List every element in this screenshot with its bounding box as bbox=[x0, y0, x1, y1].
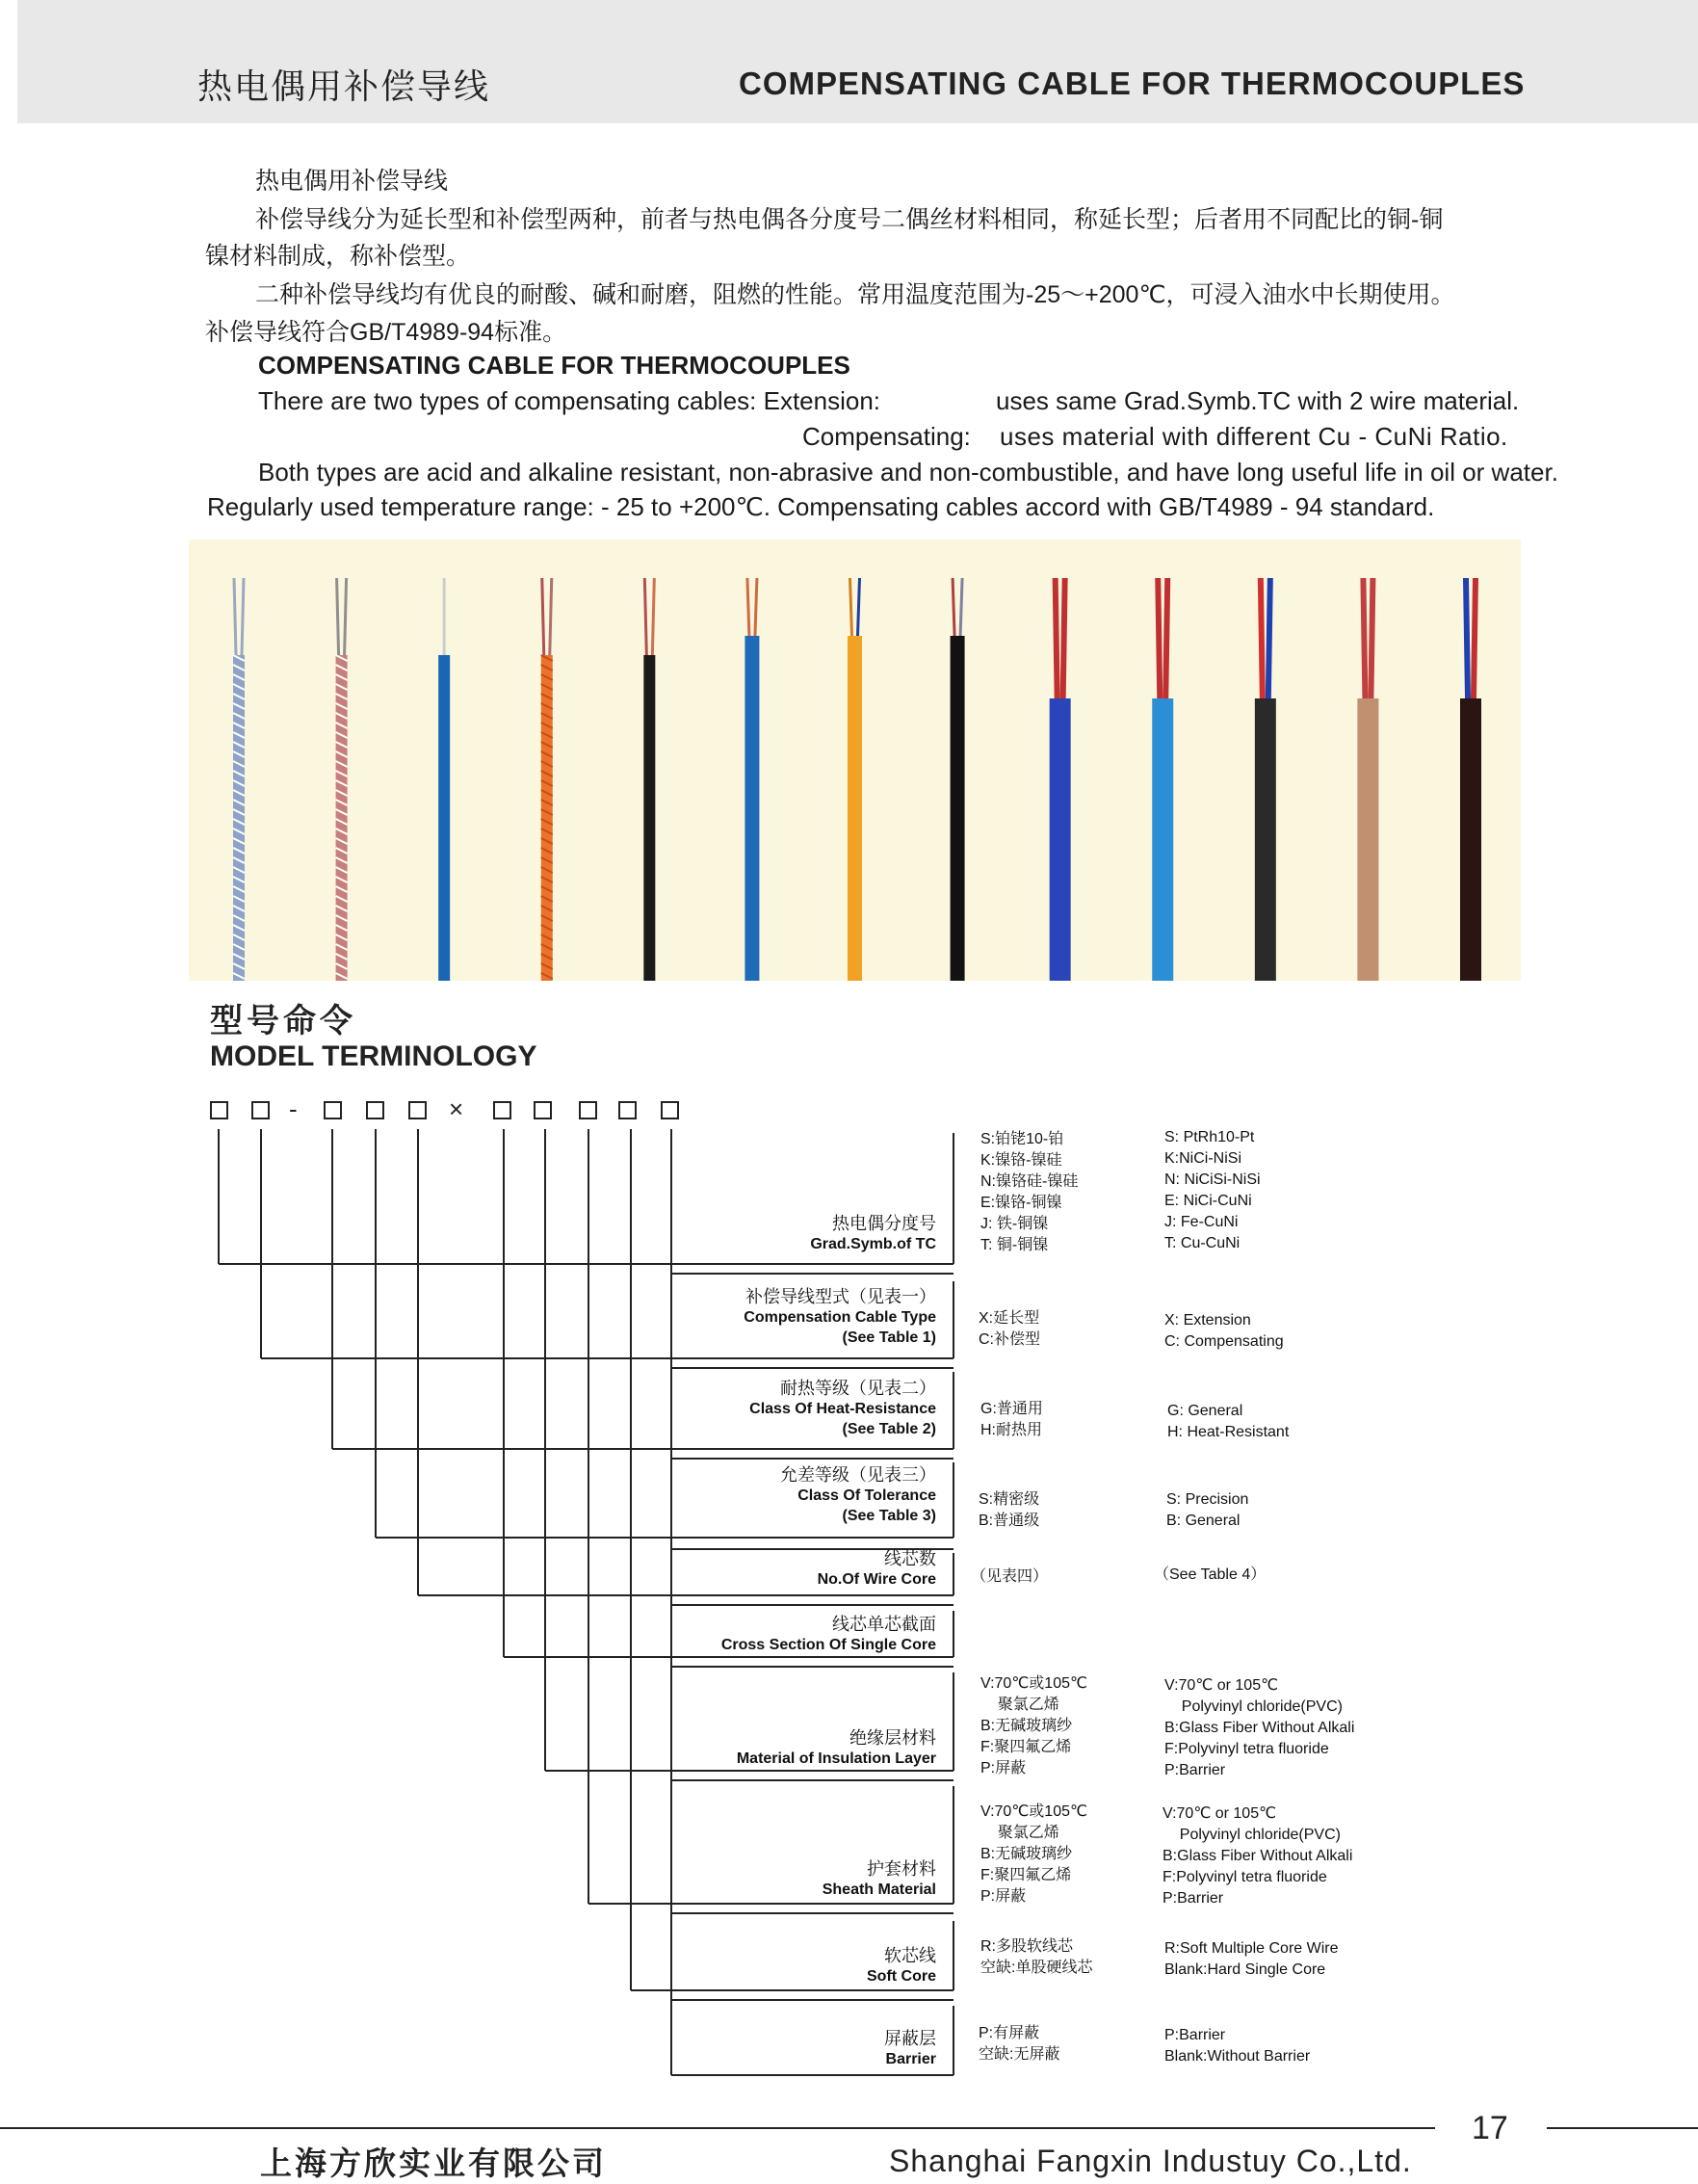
code-times: × bbox=[449, 1094, 464, 1123]
intro-heading-cn: 热电偶用补偿导线 bbox=[255, 168, 449, 195]
model-title-cn: 型号命令 bbox=[210, 1003, 356, 1039]
row-label-barrier: 屏蔽层 Barrier bbox=[884, 2029, 936, 2067]
options-en-barrier: P:Barrier Blank:Without Barrier bbox=[1164, 2027, 1311, 2065]
options-cn-cable-type: X:延长型 C:补偿型 bbox=[979, 1310, 1041, 1348]
options-cn-grad-symb: S:铂铑10-铂 K:镍铬-镍硅 N:镍铬硅-镍硅 E:镍铬-铜镍 J: 铁-铜镍 T: 铜-铜镍 bbox=[980, 1131, 1079, 1253]
row-label-sheath: 护套材料 Sheath Material bbox=[822, 1859, 936, 1898]
company-name-cn: 上海方欣实业有限公司 bbox=[260, 2145, 607, 2181]
options-en-heat-resistance: G: General H: Heat-Resistant bbox=[1167, 1403, 1290, 1440]
intro-en-line1b: uses same Grad.Symb.TC with 2 wire material. bbox=[996, 386, 1520, 415]
options-en-soft-core: R:Soft Multiple Core Wire Blank:Hard Single Core bbox=[1164, 1940, 1339, 1978]
options-en-tolerance: S: Precision B: General bbox=[1166, 1491, 1249, 1529]
model-title-en: MODEL TERMINOLOGY bbox=[210, 1040, 537, 1072]
intro-en-line1a: There are two types of compensating cables: Extension: bbox=[258, 386, 881, 415]
options-en-cable-type: X: Extension C: Compensating bbox=[1164, 1312, 1284, 1350]
intro-heading-en: COMPENSATING CABLE FOR THERMOCOUPLES bbox=[258, 351, 850, 380]
row-label-grad-symb: 热电偶分度号 Grad.Symb.of TC bbox=[810, 1214, 936, 1252]
row-label-wire-core: 线芯数 No.Of Wire Core bbox=[817, 1549, 936, 1588]
intro-p2-line1: 二种补偿导线均有优良的耐酸、碱和耐磨，阻燃的性能。常用温度范围为-25～+200℃，可浸入油水中长期使用。 bbox=[255, 281, 1455, 308]
row-label-insulation: 绝缘层材料 Material of Insulation Layer bbox=[736, 1728, 936, 1767]
options-cn-insulation: V:70℃或105℃ 聚氯乙烯 B:无碱玻璃纱 F:聚四氟乙烯 P:屏蔽 bbox=[980, 1675, 1087, 1776]
intro-en-line2a: Compensating: bbox=[802, 422, 971, 451]
options-cn-sheath: V:70℃或105℃ 聚氯乙烯 B:无碱玻璃纱 F:聚四氟乙烯 P:屏蔽 bbox=[980, 1803, 1087, 1905]
options-en-sheath: V:70℃ or 105℃ Polyvinyl chloride(PVC) B:Glass Fiber Without Alkali F:Polyvinyl tetra fluoride P:Barrier bbox=[1162, 1805, 1353, 1907]
options-en-grad-symb: S: PtRh10-Pt K:NiCi-NiSi N: NiCiSi-NiSi E: NiCi-CuNi J: Fe-CuNi T: Cu-CuNi bbox=[1164, 1129, 1261, 1251]
header-title-en: COMPENSATING CABLE FOR THERMOCOUPLES bbox=[739, 66, 1526, 101]
options-cn-heat-resistance: G:普通用 H:耐热用 bbox=[980, 1401, 1043, 1438]
options-en-wire-core: （See Table 4） bbox=[1154, 1566, 1267, 1583]
footer-rule-right bbox=[1547, 2127, 1698, 2129]
row-label-soft-core: 软芯线 Soft Core bbox=[867, 1946, 936, 1985]
footer-rule-left bbox=[0, 2127, 1435, 2129]
row-label-tolerance: 允差等级（见表三） Class Of Tolerance (See Table 3) bbox=[780, 1465, 936, 1524]
company-name-en: Shanghai Fangxin Industuy Co.,Ltd. bbox=[889, 2144, 1412, 2178]
options-cn-soft-core: R:多股软线芯 空缺:单股硬线芯 bbox=[980, 1938, 1093, 1976]
row-label-cable-type: 补偿导线型式（见表一） Compensation Cable Type (See Table 1) bbox=[744, 1287, 936, 1346]
intro-p2-line2: 补偿导线符合GB/T4989-94标准。 bbox=[205, 319, 567, 346]
page-number: 17 bbox=[1472, 2110, 1508, 2146]
row-label-heat-resistance: 耐热等级（见表二） Class Of Heat-Resistance (See Table 2) bbox=[749, 1379, 936, 1437]
intro-en-line3: Both types are acid and alkaline resistant, non-abrasive and non-combustible, and have long useful life in oil or water. bbox=[258, 458, 1558, 487]
options-cn-barrier: P:有屏蔽 空缺:无屏蔽 bbox=[979, 2025, 1060, 2063]
options-en-insulation: V:70℃ or 105℃ Polyvinyl chloride(PVC) B:Glass Fiber Without Alkali F:Polyvinyl tetra fluoride P:Barrier bbox=[1164, 1677, 1355, 1778]
intro-en-line2b: uses material with different Cu - CuNi Ratio. bbox=[1000, 422, 1508, 451]
code-dash: - bbox=[289, 1094, 298, 1123]
row-label-cross-section: 线芯单芯截面 Cross Section Of Single Core bbox=[720, 1615, 936, 1653]
intro-en-line4: Regularly used temperature range: - 25 to +200℃. Compensating cables accord with GB/T4989 - 94 standard. bbox=[207, 492, 1435, 521]
options-cn-tolerance: S:精密级 B:普通级 bbox=[979, 1491, 1040, 1529]
intro-p1-line1: 补偿导线分为延长型和补偿型两种，前者与热电偶各分度号二偶丝材料相同，称延长型；后者用不同配比的铜-铜 bbox=[255, 206, 1444, 233]
intro-p1-line2: 镍材料制成，称补偿型。 bbox=[205, 243, 471, 270]
options-cn-wire-core: （见表四） bbox=[971, 1568, 1049, 1585]
header-title-cn: 热电偶用补偿导线 bbox=[197, 66, 491, 106]
